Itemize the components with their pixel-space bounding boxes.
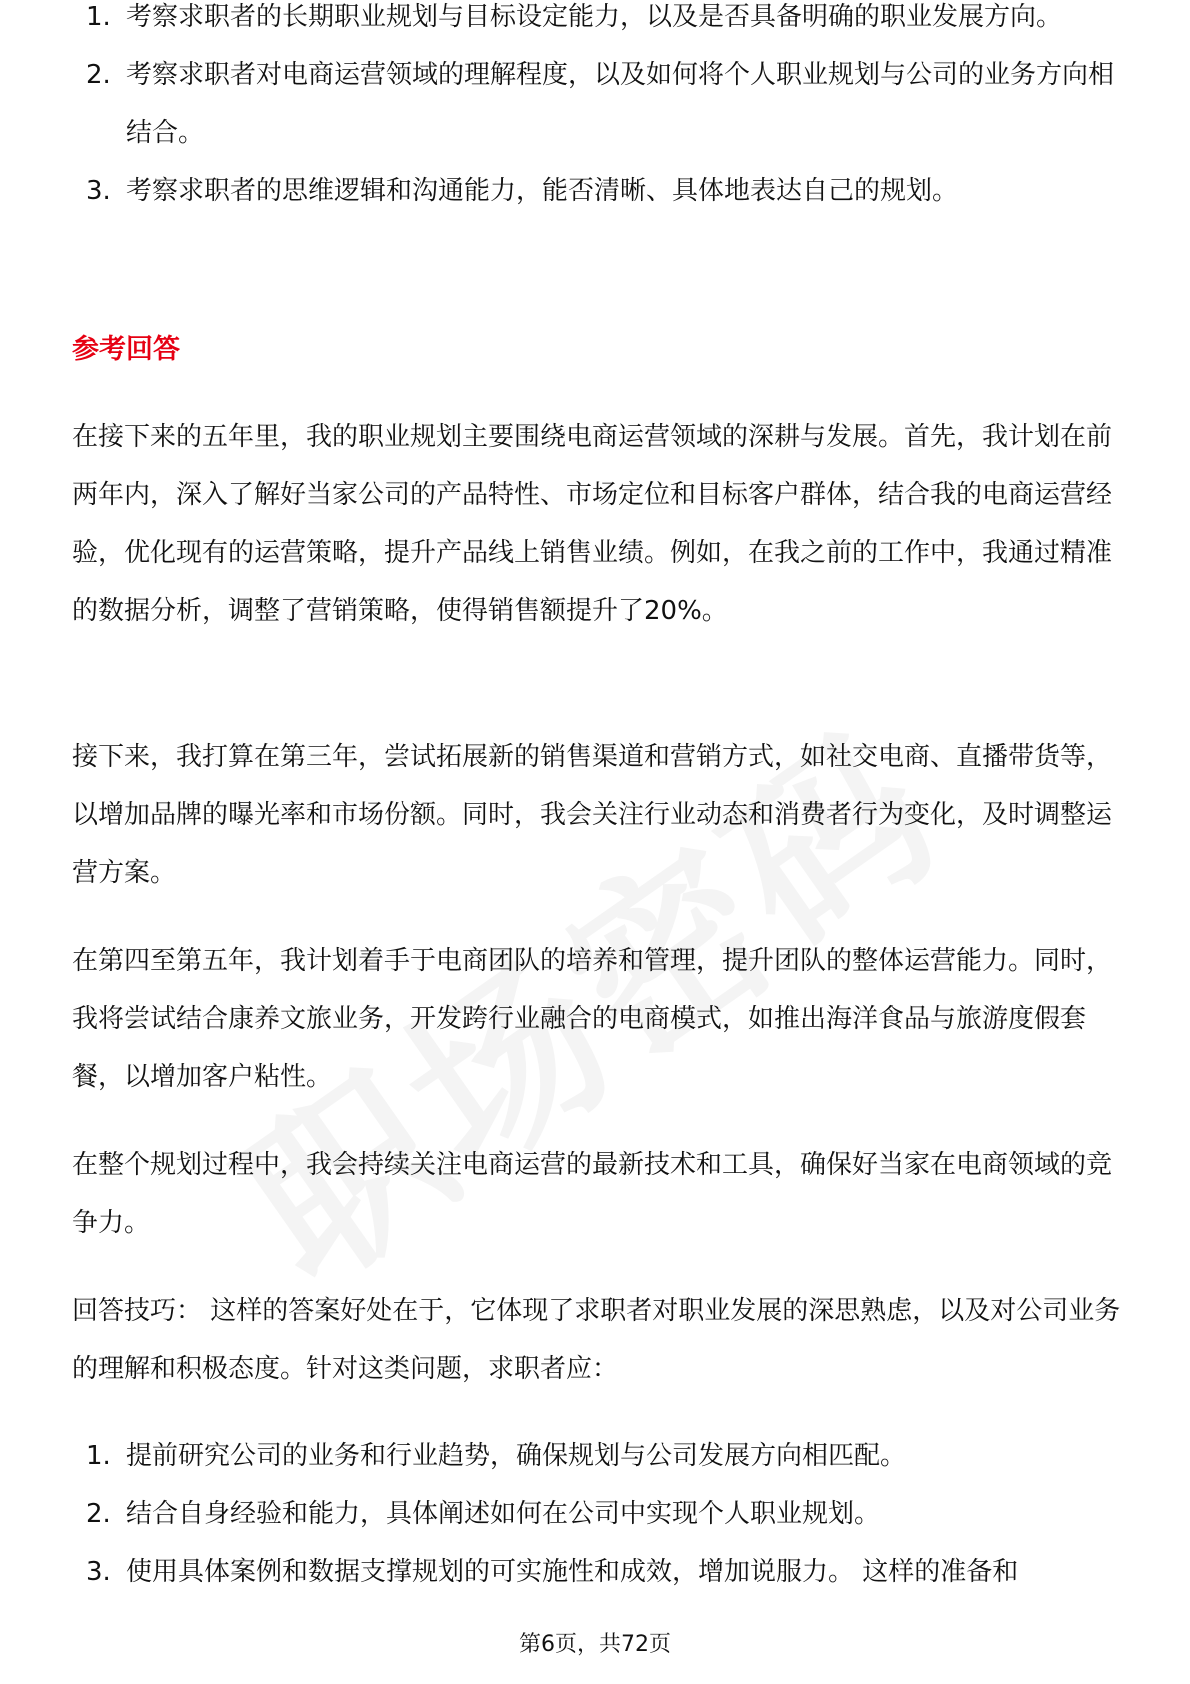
- list-text: 考察求职者对电商运营领域的理解程度，以及如何将个人职业规划与公司的业务方向相结合。: [126, 60, 1115, 148]
- list-number: 3.: [86, 176, 111, 206]
- list-item: [72, 1427, 1132, 1485]
- list-number: 2.: [86, 60, 111, 90]
- list-item: [72, 0, 1132, 46]
- answer-paragraph-1: 在接下来的五年里，我的职业规划主要围绕电商运营领域的深耕与发展。首先，我计划在前两年内，深入了解好当家公司的产品特性、市场定位和目标客户群体，结合我的电商运营经验，优化现有的运营策略，提升产品线上销售业绩。例如，在我之前的工作中，我通过精准的数据分析，调整了营销策略，使得销售额提升了20%。: [72, 422, 1113, 626]
- list-text: 结合自身经验和能力，具体阐述如何在公司中实现个人职业规划。: [126, 1499, 881, 1529]
- list-number: 1.: [86, 2, 111, 32]
- list-text: 考察求职者的长期职业规划与目标设定能力，以及是否具备明确的职业发展方向。: [126, 2, 1063, 32]
- list-item: [72, 162, 1132, 220]
- list-item: [72, 1543, 1132, 1601]
- evaluation-points-list: [72, 0, 1132, 220]
- list-text: 使用具体案例和数据支撑规划的可实施性和成效，增加说服力。 这样的准备和: [126, 1557, 1019, 1587]
- tips-list: [72, 1427, 1132, 1601]
- page-number-footer: 第6页，共72页: [519, 1632, 671, 1657]
- list-text: 提前研究公司的业务和行业趋势，确保规划与公司发展方向相匹配。: [126, 1441, 907, 1471]
- list-number: 2.: [86, 1499, 111, 1529]
- list-number: 3.: [86, 1557, 111, 1587]
- list-number: 1.: [86, 1441, 111, 1471]
- answer-paragraph-2: 接下来，我打算在第三年，尝试拓展新的销售渠道和营销方式，如社交电商、直播带货等，以增加品牌的曝光率和市场份额。同时，我会关注行业动态和消费者行为变化，及时调整运营方案。: [72, 742, 1113, 888]
- answer-paragraph-3: 在第四至第五年，我计划着手于电商团队的培养和管理，提升团队的整体运营能力。同时，我将尝试结合康养文旅业务，开发跨行业融合的电商模式，如推出海洋食品与旅游度假套餐，以增加客户粘性。: [72, 946, 1113, 1092]
- list-text: 考察求职者的思维逻辑和沟通能力，能否清晰、具体地表达自己的规划。: [126, 176, 959, 206]
- answer-tips-paragraph: 回答技巧： 这样的答案好处在于，它体现了求职者对职业发展的深思熟虑，以及对公司业务的理解和积极态度。针对这类问题，求职者应：: [72, 1296, 1121, 1384]
- answer-paragraph-4: 在整个规划过程中，我会持续关注电商运营的最新技术和工具，确保好当家在电商领域的竞争力。: [72, 1150, 1113, 1238]
- section-title: 参考回答: [72, 334, 180, 365]
- list-item: [72, 46, 1132, 162]
- list-item: [72, 1485, 1132, 1543]
